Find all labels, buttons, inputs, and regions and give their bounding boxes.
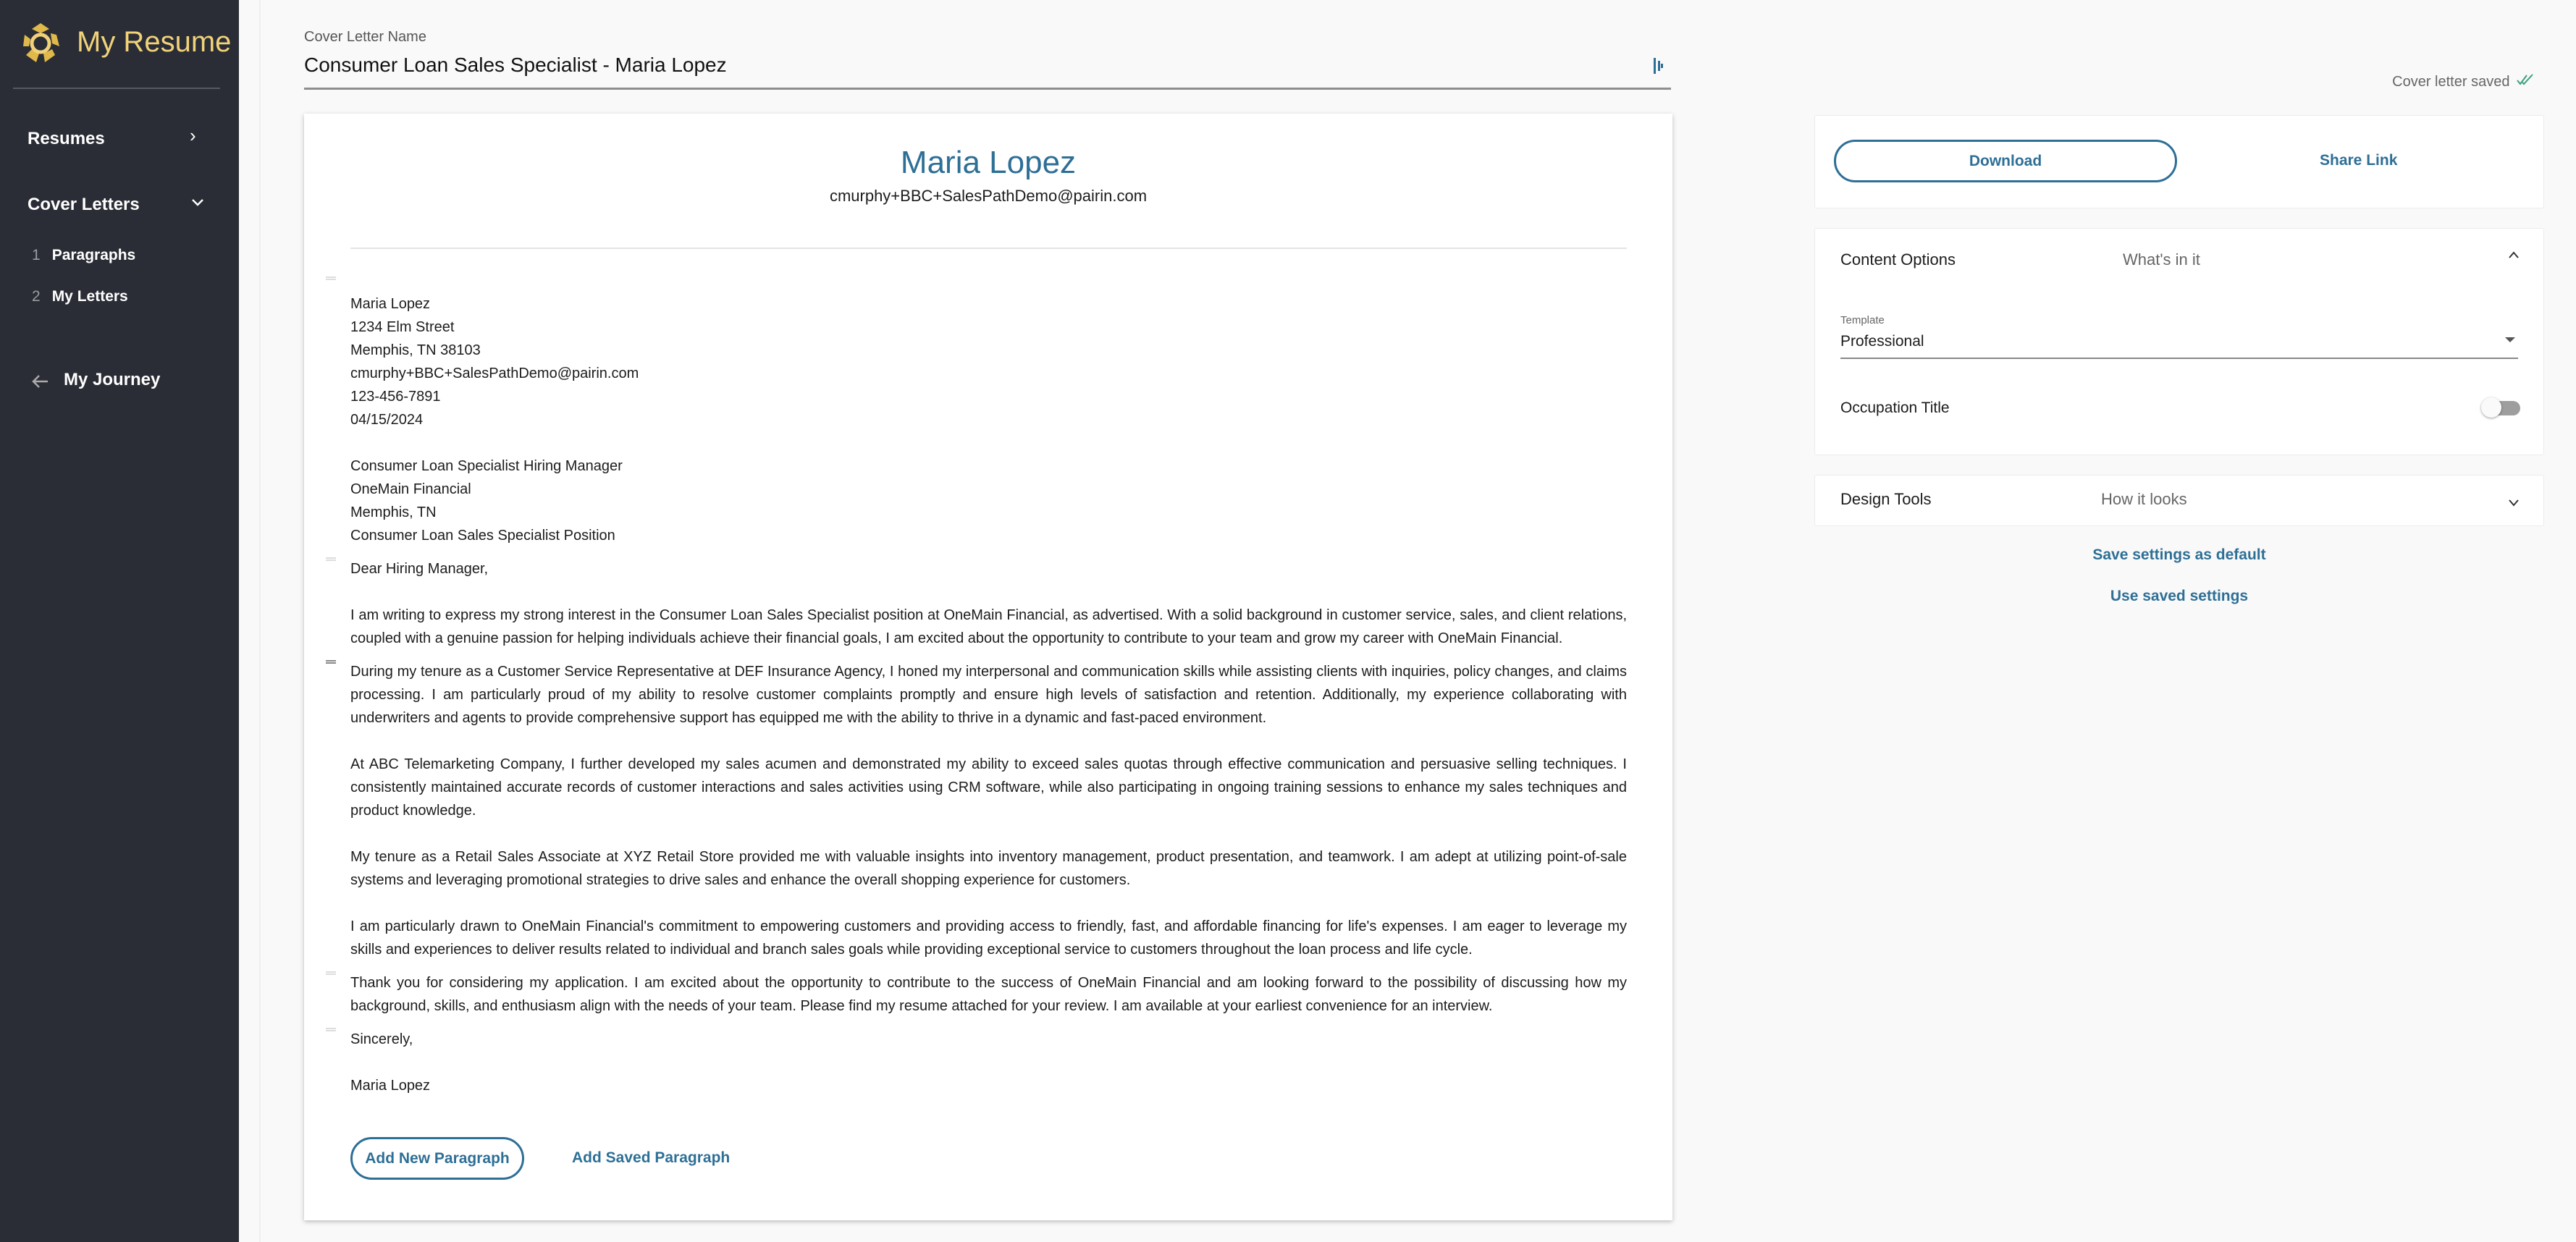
content-options-subtitle: What's in it	[2123, 250, 2200, 269]
template-select[interactable]: Professional	[1840, 333, 2518, 359]
paragraph-wrapper	[350, 660, 1627, 730]
sidebar-item-paragraphs[interactable]: 1 Paragraphs	[32, 247, 136, 263]
use-saved-settings-link[interactable]: Use saved settings	[2110, 588, 2249, 604]
sidebar-item-my-journey[interactable]: My Journey	[64, 370, 161, 389]
letter-name[interactable]: Maria Lopez	[900, 145, 1077, 180]
drag-handle-icon[interactable]	[326, 276, 336, 280]
arrow-left-icon[interactable]	[30, 373, 49, 389]
sidebar-item-resumes[interactable]: Resumes	[28, 129, 105, 148]
sidebar-item-my-letters[interactable]: 2 My Letters	[32, 288, 128, 305]
occupation-title-toggle[interactable]	[2481, 400, 2520, 417]
divider	[259, 0, 261, 1242]
paragraph[interactable]: Thank you for considering my application. I am excited about the opportunity to contribute to the success of OneMain Financial and am looking forward to the possibility of discussing how my background, skills, and enthusiasm align with the needs of your team. Please find my resume attached for your review. I am available at your earliest convenience for an interview.	[350, 975, 1627, 1014]
paragraph[interactable]: My tenure as a Retail Sales Associate at XYZ Retail Store provided me with valuable insights into inventory management, product presentation, and teamwork. I am adept at utilizing point-of-sale systems and leveraging promotional strategies to drive sales and enhance the overall shopping experience for customers.	[350, 849, 1627, 888]
drag-handle-icon[interactable]	[326, 1028, 336, 1031]
greeting[interactable]: Dear Hiring Manager,	[350, 557, 1627, 580]
signature[interactable]: Maria Lopez	[350, 1078, 431, 1094]
divider	[13, 88, 220, 89]
letter-email[interactable]: cmurphy+BBC+SalesPathDemo@pairin.com	[829, 187, 1148, 205]
drag-handle-icon[interactable]	[326, 660, 336, 664]
logo-icon	[19, 22, 62, 65]
add-saved-paragraph-button[interactable]: Add Saved Paragraph	[572, 1149, 731, 1166]
paragraph[interactable]: At ABC Telemarketing Company, I further developed my sales acumen and demonstrated my ability to exceed sales quotas through effective communication and persuasive selling techniques. I consistently maintained accurate records of customer interactions and sales activities using CRM software, while also participating in ongoing training sessions to enhance my sales techniques and product knowledge.	[350, 756, 1627, 819]
sidebar	[0, 0, 239, 1242]
sidebar-item-cover-letters[interactable]: Cover Letters	[28, 195, 140, 214]
paragraph[interactable]: I am writing to express my strong interest in the Consumer Loan Sales Specialist position at OneMain Financial, as advertised. With a solid background in customer service, sales, and client relations, coupled with a genuine passion for helping individuals achieve their financial goals, I am excited about the opportunity to contribute to your team and grow my career with OneMain Financial.	[350, 607, 1627, 646]
double-check-icon	[2517, 74, 2535, 87]
chevron-down-icon[interactable]	[191, 198, 204, 207]
logo-text[interactable]: My Resume	[77, 26, 232, 58]
letter-body	[350, 292, 1627, 1097]
drag-handle-icon[interactable]	[326, 557, 336, 561]
paragraph-wrapper	[350, 971, 1627, 1018]
chevron-up-icon[interactable]	[2508, 250, 2520, 259]
template-label: Template	[1840, 314, 1885, 326]
chevron-right-icon[interactable]: ›	[190, 124, 196, 146]
text-cursor-icon	[1652, 56, 1664, 75]
add-new-paragraph-button[interactable]: Add New Paragraph	[350, 1137, 524, 1180]
divider	[350, 248, 1627, 249]
save-status: Cover letter saved	[2392, 74, 2535, 90]
paragraph[interactable]: During my tenure as a Customer Service Representative at DEF Insurance Agency, I honed my interpersonal and communication skills while assisting clients with inquiries, policy changes, and claims processing. I am particularly proud of my ability to resolve customer complaints promptly and ensure high levels of satisfaction and retention. Additionally, my experience collaborating with underwriters and agents to provide comprehensive support has equipped me with the ability to thrive in a dynamic and fast-paced environment.	[350, 664, 1627, 726]
content-options-title[interactable]: Content Options	[1840, 250, 1956, 269]
paragraph[interactable]: I am particularly drawn to OneMain Financial's commitment to empowering customers and providing access to friendly, fast, and affordable financing for life's expenses. I am eager to leverage my skills and experiences to deliver results related to individual and branch sales goals while providing exceptional service to customers throughout the loan process and life cycle.	[350, 918, 1627, 958]
design-tools-title[interactable]: Design Tools	[1840, 490, 1932, 508]
design-tools-subtitle: How it looks	[2101, 490, 2187, 508]
input-underline	[304, 88, 1671, 90]
occupation-title-label: Occupation Title	[1840, 400, 1950, 416]
cover-letter-name-input[interactable]: Consumer Loan Sales Specialist - Maria Lopez	[304, 54, 727, 76]
save-settings-default-link[interactable]: Save settings as default	[2092, 546, 2266, 563]
share-link-button[interactable]: Share Link	[2320, 152, 2398, 169]
closing[interactable]: Sincerely,	[350, 1028, 1627, 1051]
recipient-block[interactable]: Consumer Loan Specialist Hiring Manager OneMain Financial Memphis, TN Consumer Loan Sales Specialist Position	[350, 458, 623, 544]
drag-handle-icon[interactable]	[326, 971, 336, 975]
download-button[interactable]: Download	[1834, 140, 2177, 182]
sender-block[interactable]: Maria Lopez 1234 Elm Street Memphis, TN 38103 cmurphy+BBC+SalesPathDemo@pairin.com 123-456-7891 04/15/2024	[350, 292, 1627, 431]
chevron-down-icon[interactable]	[2508, 498, 2520, 507]
cover-letter-name-label: Cover Letter Name	[304, 29, 426, 45]
dropdown-arrow-icon	[2505, 337, 2515, 343]
